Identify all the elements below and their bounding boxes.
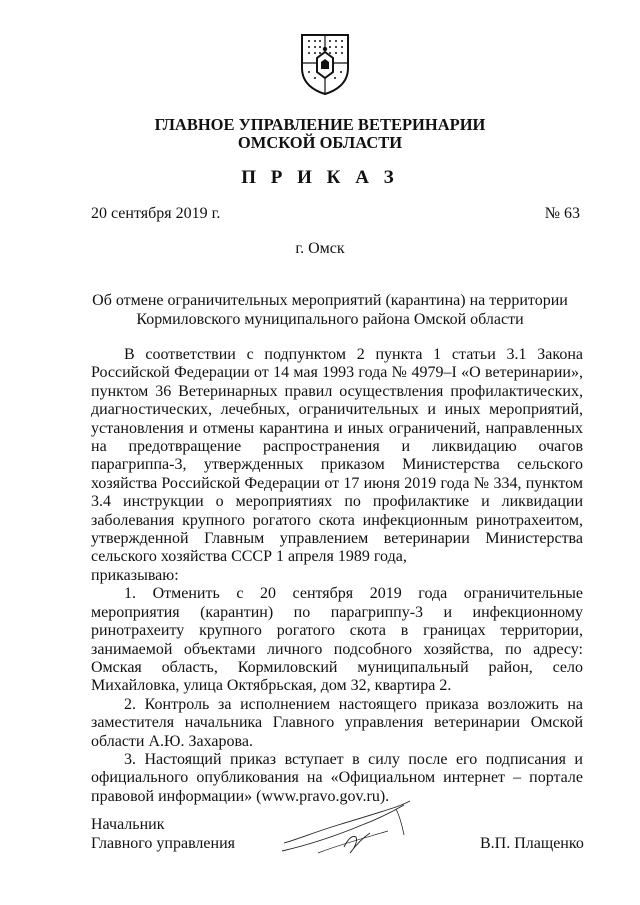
order-item-3: 3. Настоящий приказ вступает в силу после его подписания и официального опубликования на «Официальном интернет – портале правовой информации» (www.pravo.gov.ru). (91, 750, 583, 805)
document-city: г. Омск (295, 240, 345, 257)
signatory-title-line: Начальник (91, 816, 165, 833)
document-number: № 63 (544, 205, 580, 222)
signatory-title (91, 815, 235, 853)
subject-line: Кормиловского муниципального района Омской области (136, 311, 524, 328)
organization-region: ОМСКОЙ ОБЛАСТИ (237, 133, 403, 152)
organization-name: ГЛАВНОЕ УПРАВЛЕНИЕ ВЕТЕРИНАРИИ (154, 115, 486, 134)
order-item-2: 2. Контроль за исполнением настоящего приказа возложить на заместителя начальника Главного управления ветеринарии Омской области А.Ю. Захарова. (91, 695, 583, 750)
preamble-paragraph: В соответствии с подпунктом 2 пункта 1 статьи 3.1 Закона Российской Федерации от 14 мая 1993 года № 4979–I «О ветеринарии», пунктом 36 Ветеринарных правил осуществления профилактических, диагностических, лечебных, ограничительных и иных мероприятий, установления и отмены карантина и иных ограничений, направленных на предотвращение распространения и ликвидацию очагов парагриппа-3, утвержденных приказом Министерства сельского хозяйства Российской Федерации от 17 июня 2019 года № 334, пунктом 3.4 инструкции о мероприятиях по профилактике и ликвидации заболевания крупного рогатого скота инфекционным ринотрахеитом, утвержденной Главным управлением ветеринарии Министерства сельского хозяйства СССР 1 апреля 1989 года, (91, 346, 583, 566)
document-date: 20 сентября 2019 г. (91, 205, 221, 222)
document-body (91, 346, 583, 806)
order-word: приказываю: (91, 566, 179, 584)
coat-of-arms-icon (299, 32, 351, 96)
document-type-title: П Р И К А З (241, 167, 399, 188)
order-item-1: 1. Отменить с 20 сентября 2019 года ограничительные мероприятия (карантин) по парагриппу-3 и инфекционному ринотрахеиту крупного рогатого скота в границах территории, занимаемой объектами личного подсобного хозяйства, по адресу: Омская область, Кормиловский муниципальный район, село Михайловка, улица Октябрьская, дом 32, квартира 2. (91, 585, 583, 695)
handwritten-signature (278, 795, 418, 865)
subject-line: Об отмене ограничительных мероприятий (карантина) на территории (92, 292, 568, 309)
document-subject (60, 291, 600, 329)
signatory-name: В.П. Плащенко (480, 835, 584, 852)
signatory-title-line: Главного управления (91, 835, 235, 852)
